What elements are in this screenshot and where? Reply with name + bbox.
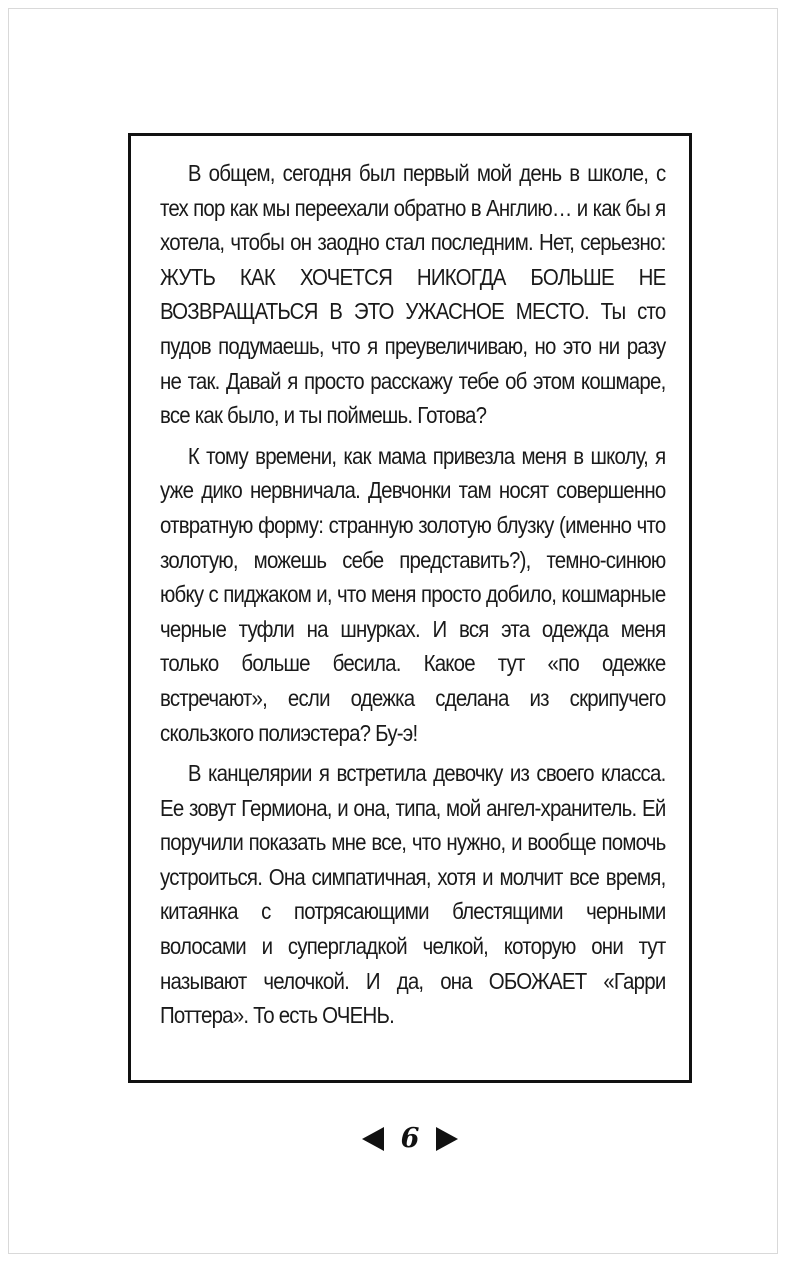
page-number: 6 — [400, 1123, 420, 1154]
page-navigation — [0, 1121, 790, 1157]
paragraph-2: К тому времени, как мама привезла меня в школу, я уже дико нервничала. Девчонки там носят совершенно отвратную форму: странную золотую блузку (именно что золотую, можешь себе представить?), темно-синюю юбку с пиджаком и, что меня просто добило, кошмарные черные туфли на шнурках. И вся эта одежда меня только больше бесила. Какое тут «по одежке встречают», если одежка сделана из скрипучего скользкого полиэстера? Бу-э! — [160, 442, 666, 746]
text-frame — [128, 133, 692, 1083]
paragraph-1: В общем, сегодня был первый мой день в школе, с тех пор как мы переехали обратно в Англию… и как бы я хотела, чтобы он заодно стал последним. Нет, серьезно: ЖУТЬ КАК ХОЧЕТСЯ НИКОГДА БОЛЬШЕ НЕ ВОЗВРАЩАТЬСЯ В ЭТО УЖАСНОЕ МЕСТО. Ты сто пудов подумаешь, что я преувеличиваю, но это ни разу не так. Давай я просто расскажу тебе об этом кошмаре, все как было, и ты поймешь. Готова? — [160, 160, 666, 429]
next-page-icon[interactable] — [436, 1127, 458, 1151]
paragraph-3: В канцелярии я встретила девочку из своего класса. Ее зовут Гермиона, и она, типа, мой ангел-хранитель. Ей поручили показать мне все, что нужно, и вообще помочь устроиться. Она симпатичная, хотя и молчит все время, китаянка с потрясающими блестящими черными волосами и супергладкой челкой, которую они тут называют челочкой. И да, она ОБОЖАЕТ «Гарри Поттера». То есть ОЧЕНЬ. — [160, 760, 666, 1029]
previous-page-icon[interactable] — [362, 1127, 384, 1151]
